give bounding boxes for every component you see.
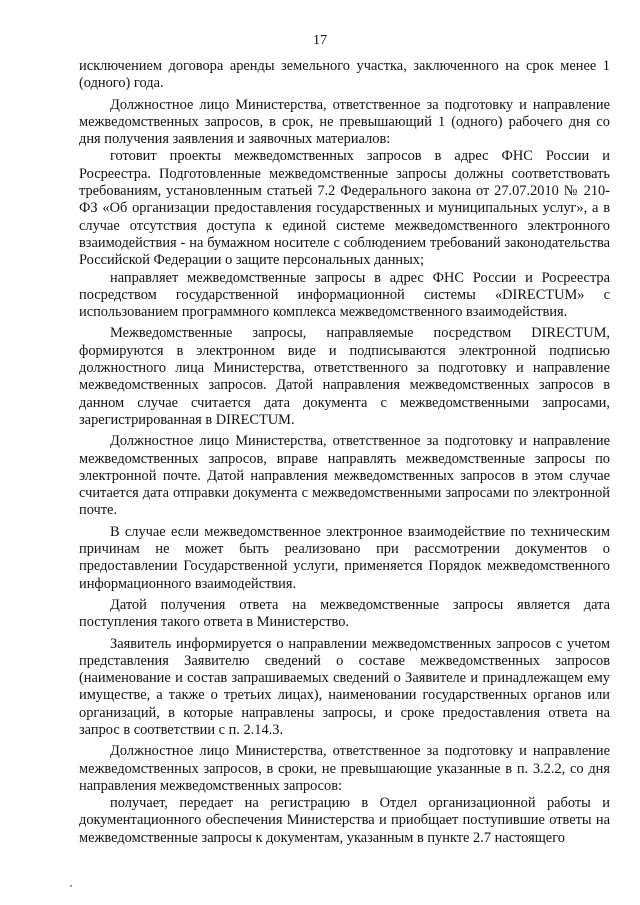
- scan-speck: [70, 885, 72, 887]
- paragraph-1: исключением договора аренды земельного участка, заключенного на срок менее 1 (одного) года.: [79, 58, 610, 92]
- document-body: [79, 58, 610, 847]
- paragraph-6: Должностное лицо Министерства, ответственное за подготовку и направление межведомственных запросов, вправе направлять межведомственные запросы по электронной почте. Датой направления межведомственных запросов в этом случае считается дата отправки документа с межведомственными запросами по электронной почте.: [79, 433, 610, 519]
- paragraph-4: направляет межведомственные запросы в адрес ФНС России и Росреестра посредством государственной информационной системы «DIRECTUM» с использованием программного комплекса межведомственного взаимодействия.: [79, 269, 610, 321]
- paragraph-3: готовит проекты межведомственных запросов в адрес ФНС России и Росреестра. Подготовленные межведомственные запросы должны соответствовать требованиям, установленным статьей 7.2 Федерального закона от 27.07.2010 № 210-ФЗ «Об организации предоставления государственных и муниципальных услуг», а в случае отсутствия доступа к единой системе межведомственного электронного взаимодействия - на бумажном носителе с соблюдением требований законодательства Российской Федерации о защите персональных данных;: [79, 148, 610, 269]
- paragraph-9: Заявитель информируется о направлении межведомственных запросов с учетом представления Заявителю сведений о составе межведомственных запросов (наименование и состав запрашиваемых сведений о Заявителе и принадлежащем ему имуществе, а также о третьих лицах), наименовании государственных органов или организаций, в которые направлены запросы, и сроке предоставления ответа на запрос в соответствии с п. 2.14.3.: [79, 635, 610, 738]
- paragraph-7: В случае если межведомственное электронное взаимодействие по техническим причинам не может быть реализовано при рассмотрении документов о предоставлении Государственной услуги, применяется Порядок межведомственного информационного взаимодействия.: [79, 523, 610, 592]
- paragraph-11: получает, передает на регистрацию в Отдел организационной работы и документационного обеспечения Министерства и приобщает поступившие ответы на межведомственные запросы к документам, указанным в пункте 2.7 настоящего: [79, 795, 610, 846]
- paragraph-8: Датой получения ответа на межведомственные запросы является дата поступления такого ответа в Министерство.: [79, 596, 610, 631]
- page-number: 17: [313, 33, 327, 48]
- paragraph-10: Должностное лицо Министерства, ответственное за подготовку и направление межведомственных запросов, в сроки, не превышающие указанные в п. 3.2.2, со дня направления межведомственных запросов:: [79, 743, 610, 794]
- paragraph-5: Межведомственные запросы, направляемые посредством DIRECTUM, формируются в электронном виде и подписываются электронной подписью должностного лица Министерства, ответственного за подготовку и направление межведомственных запросов. Датой направления межведомственных запросов в данном случае считается дата документа с межведомственными запросами, зарегистрированная в DIRECTUM.: [79, 325, 610, 428]
- paragraph-2: Должностное лицо Министерства, ответственное за подготовку и направление межведомственных запросов, в срок, не превышающий 1 (одного) рабочего дня со дня получения заявления и заявочных материалов:: [79, 96, 610, 148]
